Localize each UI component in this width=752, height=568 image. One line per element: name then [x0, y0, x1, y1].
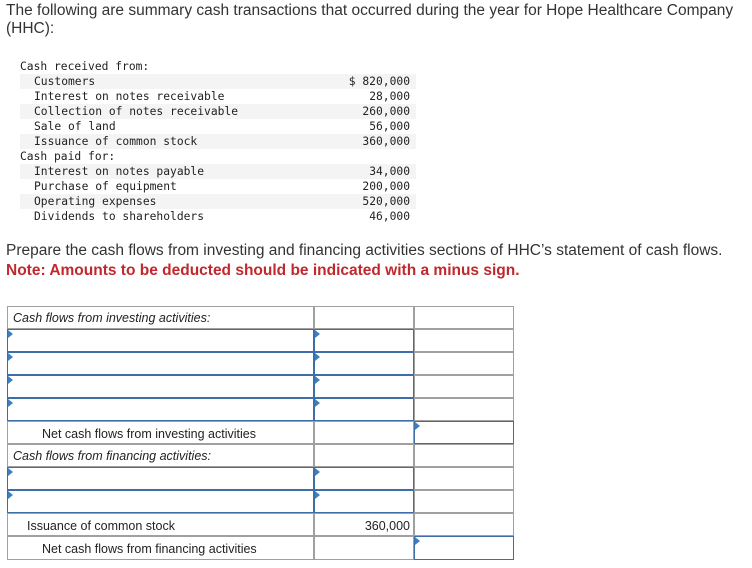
stock-label-cell — [7, 513, 314, 536]
total-cell — [414, 513, 514, 536]
transaction-row: Collection of notes receivable 260,000 — [20, 104, 416, 119]
total-cell — [414, 352, 514, 375]
investing-total-input[interactable] — [414, 421, 514, 444]
financing-header-cell — [7, 444, 314, 467]
investing-header: Cash flows from investing activities: — [13, 311, 211, 325]
investing-amount-input-1[interactable] — [314, 329, 414, 352]
investing-amount-input-3[interactable] — [314, 375, 414, 398]
total-cell — [414, 306, 514, 329]
investing-label-dropdown-2[interactable] — [7, 352, 314, 375]
investing-label-dropdown-4[interactable] — [7, 398, 314, 421]
financing-label-dropdown-2[interactable] — [7, 490, 314, 513]
total-cell — [414, 490, 514, 513]
dropdown-arrow-icon — [315, 468, 320, 476]
stock-amount: 360,000 — [364, 519, 410, 533]
total-cell — [414, 444, 514, 467]
dropdown-arrow-icon — [315, 376, 320, 384]
amount-cell — [314, 306, 414, 329]
dropdown-arrow-icon — [415, 422, 420, 430]
dropdown-arrow-icon — [315, 399, 320, 407]
investing-total-label: Net cash flows from investing activities — [42, 427, 256, 441]
transaction-row: Issuance of common stock 360,000 — [20, 134, 416, 149]
total-cell — [414, 329, 514, 352]
financing-total-input[interactable] — [414, 536, 514, 560]
received-header: Cash received from: — [20, 60, 150, 73]
financing-header: Cash flows from financing activities: — [13, 449, 211, 463]
transaction-row: Interest on notes payable 34,000 — [20, 164, 416, 179]
amount-cell — [314, 444, 414, 467]
dropdown-arrow-icon — [8, 491, 13, 499]
dropdown-arrow-icon — [415, 537, 420, 545]
financing-total-label: Net cash flows from financing activities — [42, 542, 257, 556]
total-cell — [414, 375, 514, 398]
investing-header-cell — [7, 306, 314, 329]
financing-label-dropdown-1[interactable] — [7, 467, 314, 490]
paid-header: Cash paid for: — [20, 150, 116, 163]
dropdown-arrow-icon — [315, 330, 320, 338]
dropdown-arrow-icon — [8, 353, 13, 361]
amount-cell — [314, 421, 414, 444]
investing-label-dropdown-1[interactable] — [7, 329, 314, 352]
stock-amount-cell — [314, 513, 414, 536]
investing-amount-input-2[interactable] — [314, 352, 414, 375]
dropdown-arrow-icon — [8, 468, 13, 476]
amount-cell — [314, 536, 414, 560]
stock-label: Issuance of common stock — [27, 519, 175, 533]
financing-total-cell — [7, 536, 314, 560]
problem-intro: The following are summary cash transactions that occurred during the year for Hope Healthcare Company (HHC): — [6, 2, 734, 37]
dropdown-arrow-icon — [315, 491, 320, 499]
dropdown-arrow-icon — [315, 353, 320, 361]
dropdown-arrow-icon — [8, 330, 13, 338]
cash-flow-worksheet — [7, 306, 514, 560]
transaction-row: Operating expenses 520,000 — [20, 194, 416, 209]
investing-total-cell — [7, 421, 314, 444]
dropdown-arrow-icon — [8, 399, 13, 407]
dropdown-arrow-icon — [8, 376, 13, 384]
note: Note: Amounts to be deducted should be indicated with a minus sign. — [6, 262, 520, 279]
transaction-row: Dividends to shareholders 46,000 — [34, 210, 410, 223]
instructions: Prepare the cash flows from investing and financing activities sections of HHC’s statement of cash flows. — [6, 242, 723, 259]
transaction-row: Sale of land 56,000 — [34, 120, 410, 133]
transaction-row: Customers $ 820,000 — [20, 74, 416, 89]
transaction-row: Interest on notes receivable 28,000 — [34, 90, 410, 103]
received-header-row — [20, 59, 416, 74]
paid-header-row — [20, 149, 416, 164]
financing-amount-input-2[interactable] — [314, 490, 414, 513]
total-cell — [414, 467, 514, 490]
investing-label-dropdown-3[interactable] — [7, 375, 314, 398]
total-cell — [414, 398, 514, 421]
financing-amount-input-1[interactable] — [314, 467, 414, 490]
transaction-row: Purchase of equipment 200,000 — [34, 180, 410, 193]
investing-amount-input-4[interactable] — [314, 398, 414, 421]
